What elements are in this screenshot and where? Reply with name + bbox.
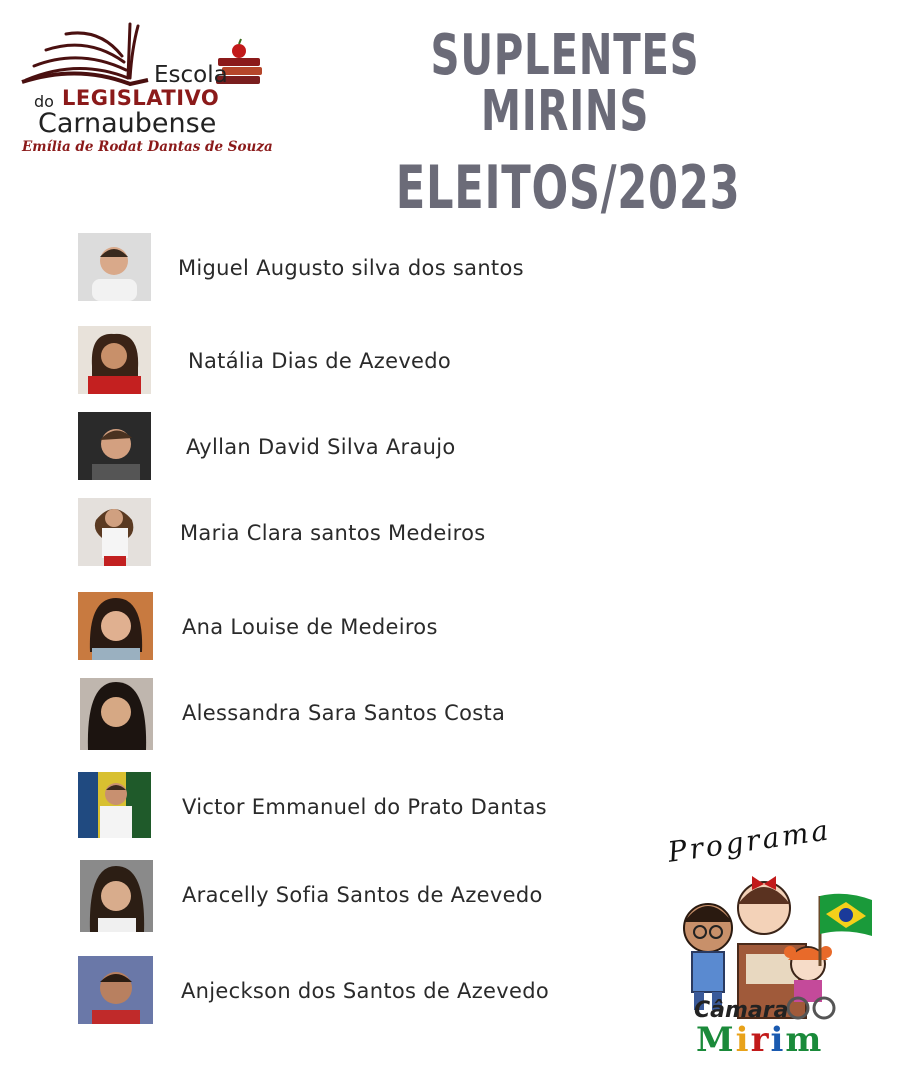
member-name: Alessandra Sara Santos Costa	[182, 701, 506, 725]
logo-escola-text: Escola	[154, 62, 228, 88]
member-name: Ayllan David Silva Araujo	[186, 435, 456, 459]
title-line-2: ELEITOS/2023	[395, 153, 741, 223]
title-line-1: SUPLENTES MIRINS	[430, 23, 700, 144]
camara-mirim-logo	[660, 813, 880, 1066]
camara-text: Câmara	[694, 998, 789, 1023]
logo-do-text: do	[34, 92, 54, 111]
member-photo	[78, 326, 151, 394]
member-name: Victor Emmanuel do Prato Dantas	[182, 795, 547, 819]
member-photo	[78, 772, 151, 838]
member-photo	[78, 592, 153, 660]
member-name: Natália Dias de Azevedo	[188, 349, 452, 373]
page-title	[330, 23, 800, 223]
logo-legislativo-text: LEGISLATIVO	[62, 86, 220, 110]
member-photo	[80, 678, 153, 750]
member-photo	[78, 233, 151, 301]
member-photo	[78, 956, 153, 1024]
logo-subtitle: Emília de Rodat Dantas de Souza	[22, 139, 273, 155]
logo-carnaubense-text: Carnaubense	[38, 108, 217, 139]
member-name: Aracelly Sofia Santos de Azevedo	[182, 883, 543, 907]
member-name: Ana Louise de Medeiros	[182, 615, 438, 639]
member-name: Maria Clara santos Medeiros	[180, 521, 486, 545]
member-photo	[78, 498, 151, 566]
member-photo	[80, 860, 153, 932]
member-name: Anjeckson dos Santos de Azevedo	[181, 979, 549, 1003]
member-name: Miguel Augusto silva dos santos	[178, 256, 524, 280]
programa-text: Programa	[665, 813, 834, 869]
school-logo	[18, 18, 273, 158]
member-photo	[78, 412, 151, 480]
mirim-text: Mirim	[696, 1020, 824, 1060]
